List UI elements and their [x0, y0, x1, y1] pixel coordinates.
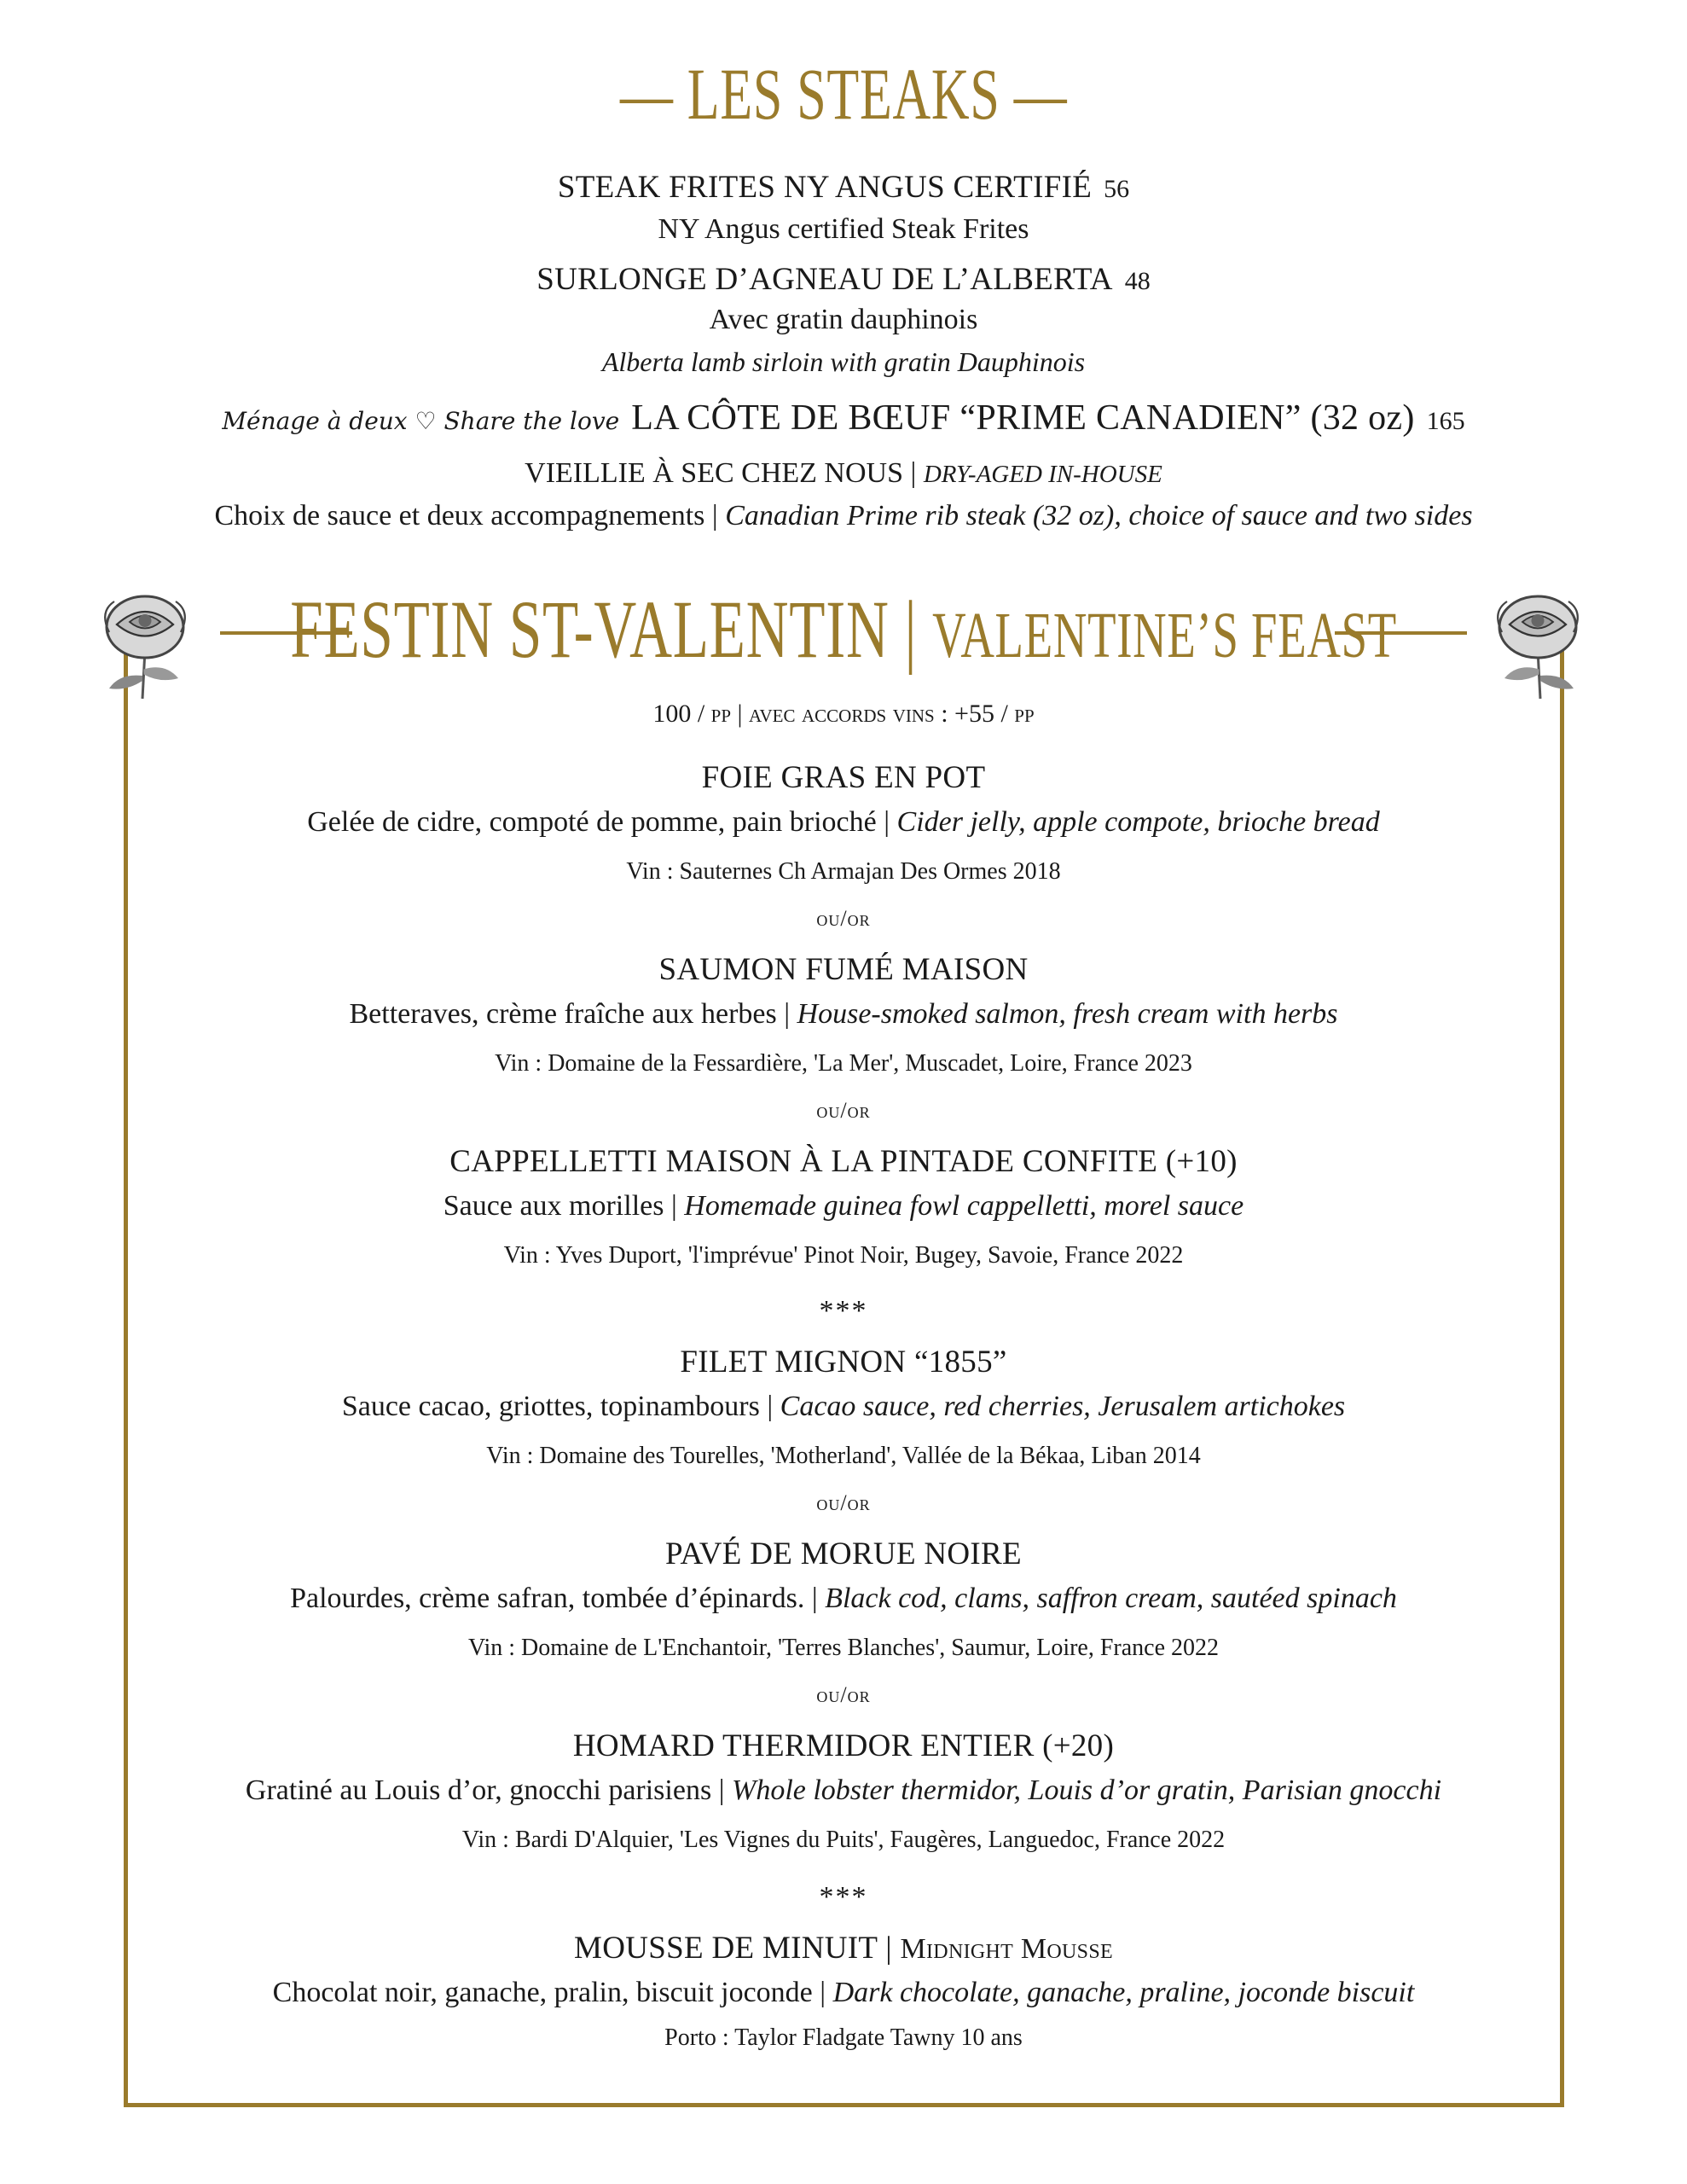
course-divider: *** [819, 1881, 868, 1913]
course-description: Gelée de cidre, compoté de pomme, pain brioché | Cider jelly, apple compote, brioche bread [307, 806, 1380, 838]
or-separator: ou/or [816, 1682, 871, 1707]
share-tagline: Ménage à deux ♡ Share the love [222, 407, 620, 435]
dish-price: 48 [1124, 267, 1151, 295]
steak-item-2 [0, 261, 1687, 298]
course-description: Chocolat noir, ganache, pralin, biscuit joconde | Dark chocolate, ganache, praline, joconde biscuit [272, 1977, 1415, 2008]
course-description: Betteraves, crème fraîche aux herbes | House-smoked salmon, fresh cream with herbs [349, 998, 1338, 1030]
steaks-title: — LES STEAKS — [619, 53, 1068, 135]
course-description: Sauce cacao, griottes, topinambours | Cacao sauce, red cherries, Jerusalem artichokes [341, 1391, 1346, 1422]
course-wine: Vin : Bardi D'Alquier, 'Les Vignes du Puits', Faugères, Languedoc, France 2022 [461, 1827, 1226, 1853]
course-name: FOIE GRAS EN POT [701, 760, 986, 795]
steak-item-cote [0, 398, 1687, 439]
course-wine: Vin : Sauternes Ch Armajan Des Ormes 2018 [626, 858, 1061, 885]
course-wine: Vin : Domaine des Tourelles, 'Motherland', Vallée de la Békaa, Liban 2014 [486, 1443, 1201, 1469]
or-separator: ou/or [816, 1490, 871, 1515]
course-wine: Porto : Taylor Fladgate Tawny 10 ans [664, 2024, 1023, 2051]
dish-name: SURLONGE D’AGNEAU DE L’ALBERTA [536, 262, 1113, 297]
course-wine: Vin : Yves Duport, 'l'imprévue' Pinot Noir, Bugey, Savoie, France 2022 [503, 1242, 1184, 1269]
course-name: MOUSSE DE MINUIT | Midnight Mousse [574, 1931, 1113, 1966]
dish-name: STEAK FRITES NY ANGUS CERTIFIÉ [557, 170, 1093, 205]
course-name: PAVÉ DE MORUE NOIRE [665, 1536, 1022, 1571]
dish-price: 56 [1104, 175, 1130, 203]
course-name: FILET MIGNON “1855” [680, 1345, 1007, 1380]
course-divider: *** [819, 1295, 868, 1327]
or-separator: ou/or [816, 906, 871, 931]
dish-name: LA CÔTE DE BŒUF “PRIME CANADIEN” (32 oz) [631, 398, 1415, 438]
steak-item-1 [0, 169, 1687, 206]
dish-description-en: Alberta lamb sirloin with gratin Dauphinois [601, 346, 1086, 377]
dish-description: NY Angus certified Steak Frites [658, 213, 1029, 245]
course-description: Sauce aux morilles | Homemade guinea fowl cappelletti, morel sauce [443, 1190, 1244, 1222]
course-name: HOMARD THERMIDOR ENTIER (+20) [572, 1728, 1115, 1763]
cote-description: Choix de sauce et deux accompagnements | Canadian Prime rib steak (32 oz), choice of sauce and two sides [214, 500, 1473, 531]
dry-aged-line: VIEILLIE À SEC CHEZ NOUS | DRY-AGED IN-HOUSE [525, 457, 1162, 489]
dish-price: 165 [1426, 407, 1465, 435]
course-description: Palourdes, crème safran, tombée d’épinards. | Black cod, clams, saffron cream, sautéed spinach [290, 1583, 1397, 1614]
or-separator: ou/or [816, 1098, 871, 1123]
feast-price: 100 / pp | avec accords vins : +55 / pp [652, 700, 1035, 728]
course-wine: Vin : Domaine de la Fessardière, 'La Mer', Muscadet, Loire, France 2023 [495, 1050, 1192, 1077]
course-name: SAUMON FUMÉ MAISON [658, 952, 1029, 987]
course-description: Gratiné au Louis d’or, gnocchi parisiens | Whole lobster thermidor, Louis d’or gratin, Parisian gnocchi [245, 1774, 1442, 1806]
course-wine: Vin : Domaine de L'Enchantoir, 'Terres Blanches', Saumur, Loire, France 2022 [467, 1635, 1220, 1661]
feast-title: FESTIN ST-VALENTIN | VALENTINE’S FEAST [290, 584, 1397, 675]
course-name: CAPPELLETTI MAISON À LA PINTADE CONFITE (+10) [449, 1144, 1238, 1179]
dish-description: Avec gratin dauphinois [709, 304, 978, 335]
